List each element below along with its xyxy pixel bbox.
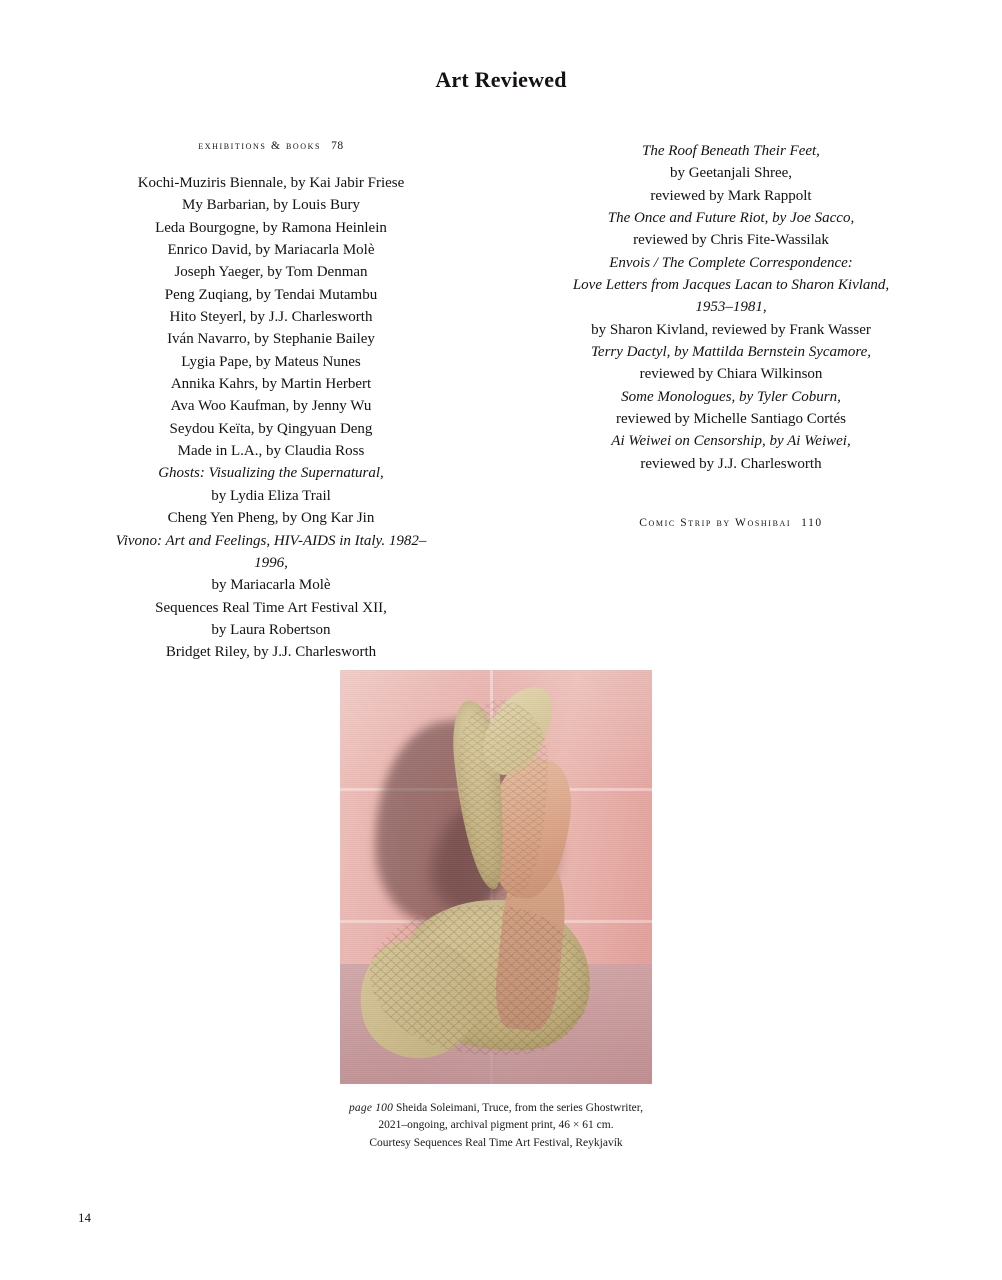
list-item[interactable]: reviewed by Chris Fite-Wassilak [633, 232, 829, 249]
list-item[interactable]: Made in L.A., by Claudia Ross [177, 443, 365, 460]
list-item[interactable]: Ava Woo Kaufman, by Jenny Wu [170, 398, 372, 415]
list-item[interactable]: Leda Bourgogne, by Ramona Heinlein [155, 219, 387, 236]
list-item[interactable]: The Once and Future Riot, by Joe Sacco, [607, 210, 855, 227]
caption-line-3: Courtesy Sequences Real Time Art Festival, Reykjavík [369, 1136, 623, 1149]
list-item[interactable]: The Roof Beneath Their Feet, [642, 143, 820, 159]
list-item[interactable]: reviewed by Mark Rappolt [650, 187, 812, 204]
list-item[interactable]: Some Monologues, by Tyler Coburn, [621, 388, 841, 405]
list-item[interactable]: Hito Steyerl, by J.J. Charlesworth [169, 309, 373, 326]
list-item[interactable]: Ai Weiwei on Censorship, by Ai Weiwei, [611, 433, 851, 450]
caption-page-ref: page 100 [348, 1102, 394, 1114]
list-item[interactable]: Iván Navarro, by Stephanie Bailey [167, 331, 375, 348]
page-number: 14 [78, 1210, 91, 1225]
list-item[interactable]: Lygia Pape, by Mateus Nunes [181, 353, 361, 370]
section-header-exhibitions-books [101, 140, 441, 152]
list-item[interactable]: Ghosts: Visualizing the Supernatural, [158, 465, 384, 482]
page-title: Art Reviewed [435, 66, 567, 92]
list-item[interactable]: Cheng Yen Pheng, by Ong Kar Jin [167, 510, 375, 527]
section-header-page: 78 [331, 140, 344, 152]
list-item[interactable]: reviewed by Michelle Santiago Cortés [616, 411, 846, 428]
list-item[interactable]: Enrico David, by Mariacarla Molè [167, 242, 375, 259]
section-header-comic-strip [561, 517, 901, 529]
section-header-label: exhibitions & books [198, 140, 322, 152]
list-item[interactable]: My Barbarian, by Louis Bury [182, 197, 360, 214]
list-item[interactable]: reviewed by Chiara Wilkinson [639, 366, 823, 383]
list-item[interactable]: Peng Zuqiang, by Tendai Mutambu [164, 286, 378, 303]
list-item[interactable]: by Mariacarla Molè [211, 577, 331, 594]
list-item[interactable]: by Laura Robertson [211, 621, 331, 638]
list-item[interactable]: Bridget Riley, by J.J. Charlesworth [165, 644, 377, 661]
list-item[interactable]: by Sharon Kivland, reviewed by Frank Wasser [591, 321, 871, 338]
list-item[interactable]: Envois / The Complete Correspondence: [609, 254, 853, 271]
list-item[interactable]: by Geetanjali Shree, [669, 165, 793, 182]
list-item[interactable]: Vivono: Art and Feelings, HIV-AIDS in Italy. 1982–1996, [115, 532, 427, 571]
caption-line-1: Sheida Soleimani, Truce, from the series Ghostwriter, [395, 1102, 644, 1114]
figure-caption [340, 1100, 652, 1152]
list-item[interactable]: Joseph Yaeger, by Tom Denman [174, 264, 368, 281]
list-item[interactable]: by Lydia Eliza Trail [211, 487, 331, 504]
list-item[interactable]: Kochi-Muziris Biennale, by Kai Jabir Friese [137, 175, 405, 191]
figure-photo [340, 670, 652, 1084]
list-item[interactable]: Seydou Keïta, by Qingyuan Deng [169, 420, 373, 437]
right-column [561, 140, 901, 664]
list-item[interactable]: Sequences Real Time Art Festival XII, [155, 599, 387, 616]
comic-strip-label: Comic Strip by Woshibai [639, 517, 792, 530]
list-item[interactable]: Love Letters from Jacques Lacan to Sharon Kivland, 1953–1981, [572, 277, 890, 316]
list-item[interactable]: Annika Kahrs, by Martin Herbert [170, 376, 372, 393]
left-column [101, 140, 441, 664]
contents-columns [0, 140, 1002, 664]
list-item[interactable]: reviewed by J.J. Charlesworth [640, 455, 822, 472]
comic-strip-page: 110 [801, 517, 823, 530]
figure [340, 670, 652, 1152]
caption-line-2: 2021–ongoing, archival pigment print, 46 × 61 cm. [378, 1119, 614, 1132]
list-item[interactable]: Terry Dactyl, by Mattilda Bernstein Sycamore, [590, 344, 872, 361]
